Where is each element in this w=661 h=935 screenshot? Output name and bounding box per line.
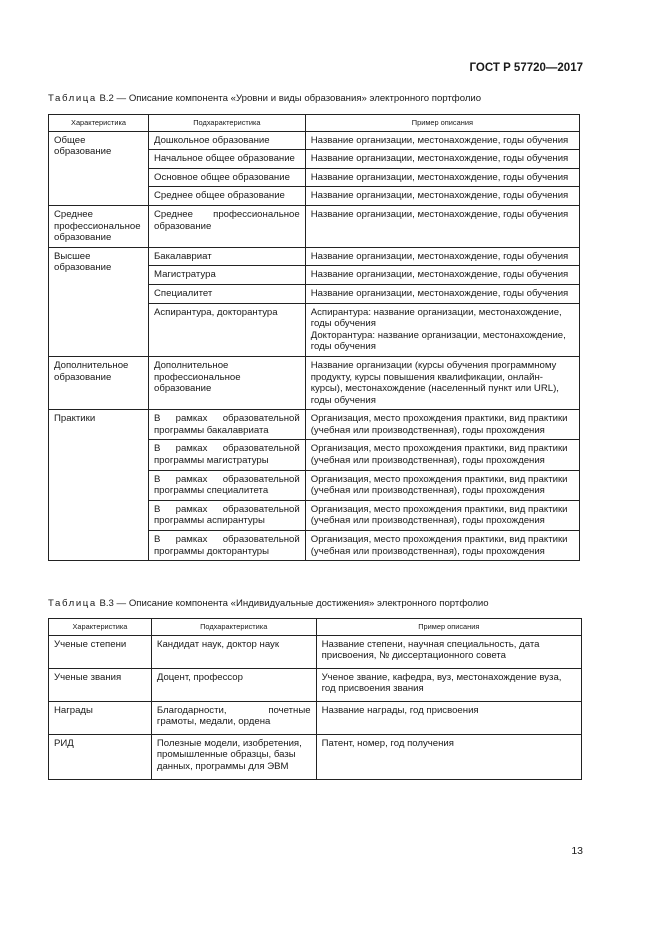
subcharacteristic-cell: В рамках образовательной программы специалитета <box>148 470 305 500</box>
table-b3-caption <box>48 598 489 609</box>
table-b3-caption-label: Таблица <box>48 598 97 609</box>
subcharacteristic-cell: В рамках образовательной программы докторантуры <box>148 531 305 561</box>
example-cell: Название степени, научная специальность, дата присвоения, № диссертационного совета <box>316 635 581 668</box>
example-cell: Организация, место прохождения практики, вид практики (учебная или производственная), годы прохождения <box>305 440 579 470</box>
example-cell: Ученое звание, кафедра, вуз, местонахождение вуза, год присвоения звания <box>316 668 581 701</box>
page-number: 13 <box>571 845 583 857</box>
table-b2-caption <box>48 93 481 104</box>
example-cell: Организация, место прохождения практики, вид практики (учебная или производственная), годы прохождения <box>305 410 579 440</box>
table-row <box>49 131 580 150</box>
subcharacteristic-cell: Бакалавриат <box>148 247 305 266</box>
header-characteristic: Характеристика <box>49 619 152 636</box>
example-cell: Название организации, местонахождение, годы обучения <box>305 168 579 187</box>
table-row <box>49 701 582 734</box>
table-header-row <box>49 619 582 636</box>
subcharacteristic-cell: Основное общее образование <box>148 168 305 187</box>
subcharacteristic-cell: Доцент, профессор <box>151 668 316 701</box>
characteristic-cell: Дополнительное образование <box>49 356 149 409</box>
subcharacteristic-cell: Среднее общее образование <box>148 187 305 206</box>
table-b3-caption-text: В.3 — Описание компонента «Индивидуальные достижения» электронного портфолио <box>96 598 489 609</box>
subcharacteristic-cell: Благодарности, почетные грамоты, медали, ордена <box>151 701 316 734</box>
table-b2-caption-label: Таблица <box>48 93 97 104</box>
header-characteristic: Характеристика <box>49 115 149 132</box>
characteristic-cell: Среднее профессиональное образование <box>49 205 149 247</box>
subcharacteristic-cell: Дошкольное образование <box>148 131 305 150</box>
header-subcharacteristic: Подхарактеристика <box>148 115 305 132</box>
document-header: ГОСТ Р 57720—2017 <box>469 62 583 74</box>
table-row <box>49 668 582 701</box>
subcharacteristic-cell: Специалитет <box>148 284 305 303</box>
example-cell: Название организации, местонахождение, годы обучения <box>305 266 579 285</box>
characteristic-cell: Общее образование <box>49 131 149 205</box>
table-row <box>49 734 582 779</box>
example-cell: Аспирантура: название организации, местонахождение, годы обучения Докторантура: название организации, местонахождение, годы обучения <box>305 303 579 356</box>
example-cell: Название организации, местонахождение, годы обучения <box>305 187 579 206</box>
characteristic-cell: РИД <box>49 734 152 779</box>
example-cell: Название организации (курсы обучения программному продукту, курсы повышения квалификации, онлайн-курсы), местонахождение (населенный пункт или URL), годы обучения <box>305 356 579 409</box>
subcharacteristic-cell: В рамках образовательной программы бакалавриата <box>148 410 305 440</box>
example-cell: Патент, номер, год получения <box>316 734 581 779</box>
subcharacteristic-cell: Дополнительное профессиональное образование <box>148 356 305 409</box>
subcharacteristic-cell: Полезные модели, изобретения, промышленные образцы, базы данных, программы для ЭВМ <box>151 734 316 779</box>
subcharacteristic-cell: Аспирантура, докторантура <box>148 303 305 356</box>
table-b2 <box>48 114 580 561</box>
table-row <box>49 247 580 266</box>
table-row <box>49 205 580 247</box>
example-cell: Организация, место прохождения практики, вид практики (учебная или производственная), годы прохождения <box>305 500 579 530</box>
characteristic-cell: Награды <box>49 701 152 734</box>
characteristic-cell: Ученые звания <box>49 668 152 701</box>
characteristic-cell: Практики <box>49 410 149 561</box>
table-header-row <box>49 115 580 132</box>
example-cell: Организация, место прохождения практики, вид практики (учебная или производственная), годы прохождения <box>305 531 579 561</box>
table-row <box>49 410 580 440</box>
characteristic-cell: Высшее образование <box>49 247 149 356</box>
subcharacteristic-cell: Кандидат наук, доктор наук <box>151 635 316 668</box>
subcharacteristic-cell: В рамках образовательной программы магистратуры <box>148 440 305 470</box>
table-row <box>49 635 582 668</box>
subcharacteristic-cell: Среднее профессиональное образование <box>148 205 305 247</box>
table-b2-caption-text: В.2 — Описание компонента «Уровни и виды образования» электронного портфолио <box>96 93 482 104</box>
header-example: Пример описания <box>305 115 579 132</box>
subcharacteristic-cell: Магистратура <box>148 266 305 285</box>
subcharacteristic-cell: В рамках образовательной программы аспирантуры <box>148 500 305 530</box>
example-cell: Название организации, местонахождение, годы обучения <box>305 247 579 266</box>
table-b3 <box>48 618 582 780</box>
table-row <box>49 356 580 409</box>
example-cell: Название организации, местонахождение, годы обучения <box>305 205 579 247</box>
example-cell: Организация, место прохождения практики, вид практики (учебная или производственная), годы прохождения <box>305 470 579 500</box>
example-cell: Название награды, год присвоения <box>316 701 581 734</box>
example-cell: Название организации, местонахождение, годы обучения <box>305 284 579 303</box>
characteristic-cell: Ученые степени <box>49 635 152 668</box>
header-subcharacteristic: Подхарактеристика <box>151 619 316 636</box>
example-cell: Название организации, местонахождение, годы обучения <box>305 150 579 169</box>
example-cell: Название организации, местонахождение, годы обучения <box>305 131 579 150</box>
header-example: Пример описания <box>316 619 581 636</box>
subcharacteristic-cell: Начальное общее образование <box>148 150 305 169</box>
